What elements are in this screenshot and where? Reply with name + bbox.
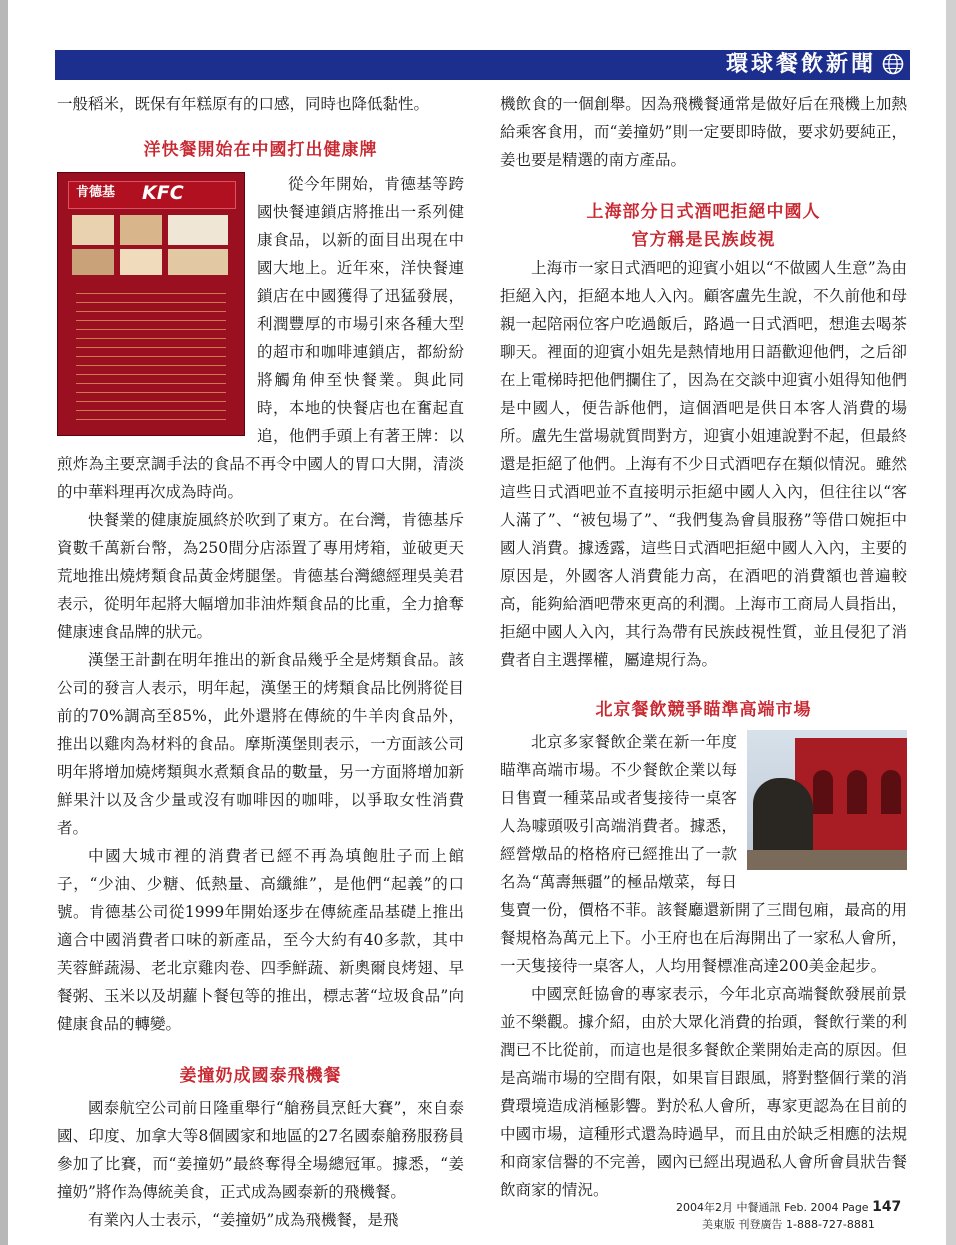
page-number: 147 xyxy=(872,1199,902,1215)
kfc-menu-photo xyxy=(57,172,245,436)
section-header-bar xyxy=(55,50,910,80)
article4-paragraph-1: 北京多家餐飲企業在新一年度瞄準高端市場。不少餐飲企業以每日售賣一種菜品或者隻接待一桌客人為噱頭吸引高端消費者。據悉，經營燉品的格格府已經推出了一款名為“萬壽無疆”的極品燉菜，每日隻賣一份，價格不菲。該餐廳還新開了三間包廂，最高的用餐規格為萬元上下。小王府也在后海開出了一家私人會所，一天隻接待一桌客人，人均用餐標准高達200美金起步。 xyxy=(500,733,907,975)
left-column xyxy=(57,90,464,1234)
footer-edition-line: 美東版 刊登廣告 1-888-727-8881 xyxy=(702,1218,875,1231)
article4-paragraph-2: 中國烹飪協會的專家表示，今年北京高端餐飲發展前景並不樂觀。據介紹，由於大眾化消費的抬頭，餐飲行業的利潤已不比從前，而這也是很多餐飲企業開始走高的原因。但是高端市場的空間有限，如果盲目跟風，將對整個行業的消費環境造成消極影響。對於私人會所，專家更認為在目前的中國市場，這種形式還為時過早，而且由於缺乏相應的法規和商家信譽的不完善，國內已經出現過私人會所會員狀告餐飲商家的情況。 xyxy=(500,985,907,1199)
article4-headline: 北京餐飲競爭瞄準高端市場 xyxy=(595,700,812,720)
article2-paragraph-1: 國泰航空公司前日隆重舉行“艙務員烹飪大賽”，來自泰國、印度、加拿大等8個國家和地區的27名國泰艙務服務員參加了比賽，而“姜撞奶”最終奪得全場總冠軍。據悉，“姜撞奶”將作為傳統美食，正式成為國泰新的飛機餐。 xyxy=(57,1099,464,1201)
footer-pub-line xyxy=(676,1199,901,1215)
footer-date-publication: 2004年2月 中餐通訊 Feb. 2004 Page xyxy=(676,1201,869,1214)
globe-icon xyxy=(882,53,904,75)
section-title: 環球餐飲新聞 xyxy=(725,52,876,77)
article2-paragraph-2: 有業內人士表示，“姜撞奶”成為飛機餐，是飛 xyxy=(88,1211,399,1229)
article2-headline: 姜撞奶成國泰飛機餐 xyxy=(179,1066,342,1086)
right-column xyxy=(500,90,907,1204)
intro-tail-paragraph: 一般稻米，既保有年糕原有的口感，同時也降低黏性。 xyxy=(57,95,430,113)
article1-paragraph-1: 從今年開始，肯德基等跨國快餐連鎖店將推出一系列健康食品，以新的面目出現在中國大地上。近年來，洋快餐連鎖店在中國獲得了迅猛發展，利潤豐厚的市場引來各種大型的超市和咖啡連鎖店，都紛紛將觸角伸至快餐業。與此同時，本地的快餐店也在奮起直追，他們手頭上有著王牌：以煎炸為主要烹調手法的食品不再令中國人的胃口大開，清淡的中華料理再次成為時尚。 xyxy=(57,175,464,501)
article3-headline-line1: 上海部分日式酒吧拒絕中國人 xyxy=(586,202,821,222)
article1-paragraph-2: 快餐業的健康旋風終於吹到了東方。在台灣，肯德基斥資數千萬新台幣，為250間分店添置了專用烤箱，並破更天荒地推出燒烤類食品黃金烤腿堡。肯德基台灣總經理吳美君表示，從明年起將大幅增加非油炸類食品的比重，全力搶奪健康速食品牌的狀元。 xyxy=(57,511,464,641)
article1-paragraph-4: 中國大城市裡的消費者已經不再為填飽肚子而上館子，“少油、少糖、低熱量、高纖維”，是他們“起義”的口號。肯德基公司從1999年開始逐步在傳統產品基礎上推出適合中國消費者口味的新產品，至今大約有40多款，其中芙蓉鮮蔬湯、老北京雞肉卷、四季鮮蔬、新奧爾良烤翅、早餐粥、玉米以及胡蘿卜餐包等的推出，標志著“垃圾食品”向健康食品的轉變。 xyxy=(57,847,464,1033)
kfc-sign-en: KFC xyxy=(142,182,184,204)
article3-paragraph-1: 上海市一家日式酒吧的迎賓小姐以“不做國人生意”為由拒絕入內，拒絕本地人入內。顧客盧先生說，不久前他和母親一起陪兩位客户吃過飯后，路過一日式酒吧，想進去喝茶聊天。裡面的迎賓小姐先是熱情地用日語歡迎他們，之后卻在上電梯時把他們攔住了，因為在交談中迎賓小姐得知他們是中國人，便告訴他們，這個酒吧是供日本客人消費的場所。盧先生當場就質問對方，迎賓小姐連說對不起，但最終還是拒絕了他們。上海有不少日式酒吧存在類似情況。雖然這些日式酒吧並不直接明示拒絕中國人入內，但往往以“客人滿了”、“被包場了”、“我們隻為會員服務”等借口婉拒中國人消費。據透露，這些日式酒吧拒絕中國人入內，主要的原因是，外國客人消費能力高，在酒吧的消費額也普遍較高，能夠給酒吧帶來更高的利潤。上海市工商局人員指出，拒絕中國人入內，其行為帶有民族歧視性質，並且侵犯了消費者自主選擇權，屬違規行為。 xyxy=(500,259,907,669)
page-edge-left xyxy=(0,0,8,1245)
kfc-sign-cn: 肯德基 xyxy=(76,185,116,200)
article1-paragraph-3: 漢堡王計劃在明年推出的新食品幾乎全是烤類食品。該公司的發言人表示，明年起，漢堡王的烤類食品比例將從目前的70%調高至85%，此外還將在傳統的牛羊肉食品外，推出以雞肉為材料的食品。摩斯漢堡則表示，一方面該公司明年將增加燒烤類與水煮類食品的數量，另一方面將增加新鮮果汁以及含少量或沒有咖啡因的咖啡，以爭取女性消費者。 xyxy=(57,651,464,837)
article2-continuation: 機飲食的一個創舉。因為飛機餐通常是做好后在飛機上加熱給乘客食用，而“姜撞奶”則一定要即時做，要求奶要純正，姜也要是精選的南方產品。 xyxy=(500,95,907,169)
article1-headline: 洋快餐開始在中國打出健康牌 xyxy=(143,140,378,160)
page-edge-right xyxy=(946,0,956,1245)
beijing-palace-photo xyxy=(747,730,907,870)
article3-headline-line2: 官方稱是民族歧視 xyxy=(631,230,776,250)
